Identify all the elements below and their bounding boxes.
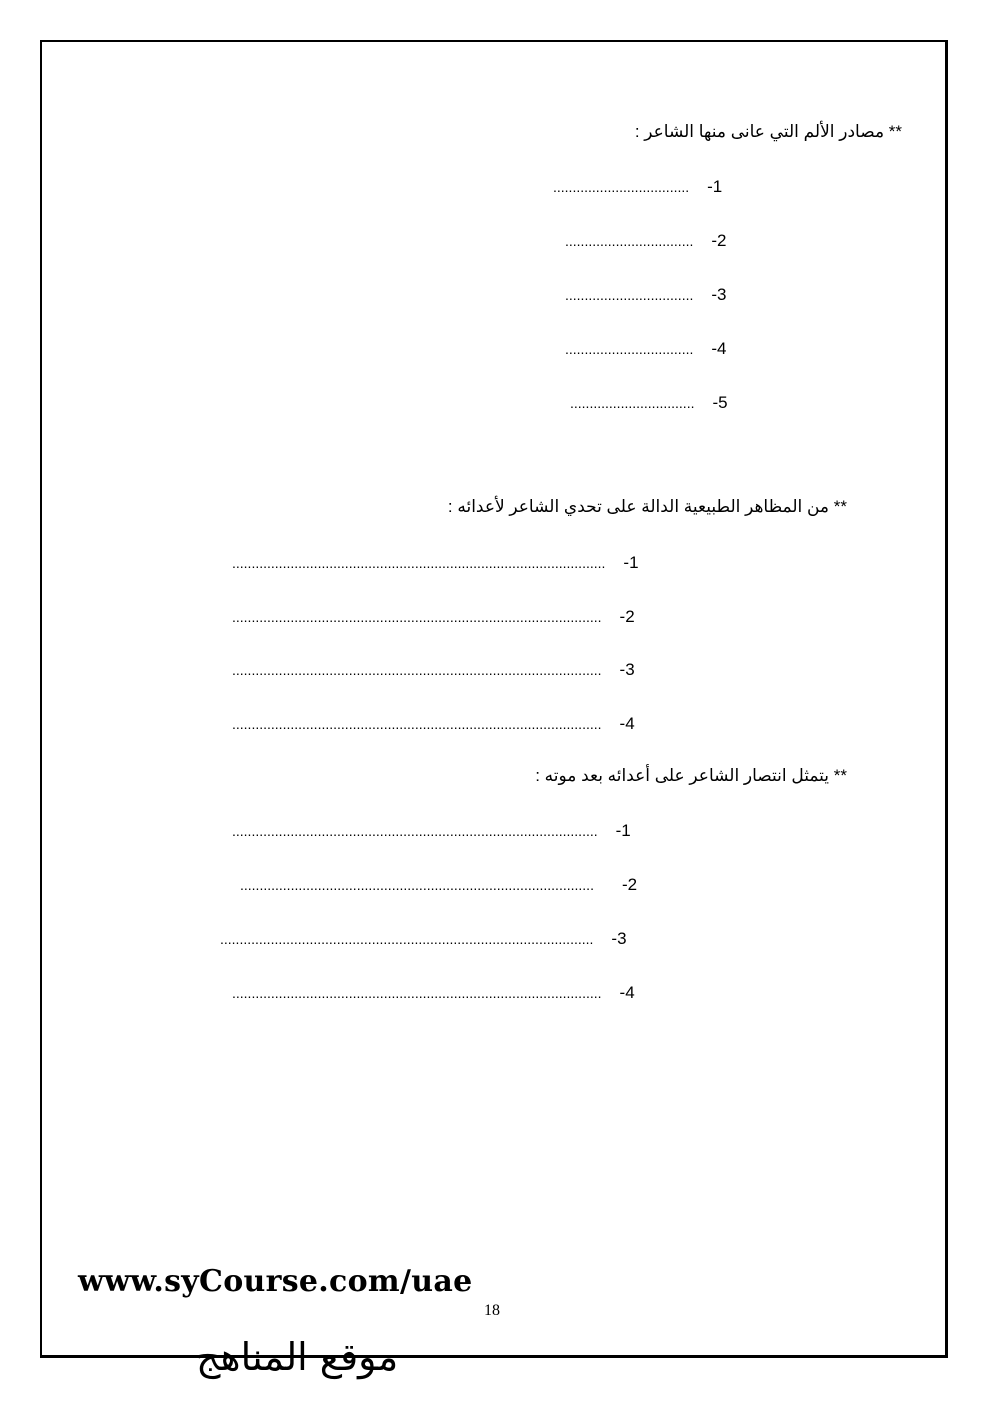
section-1-item-4 [565, 339, 726, 359]
answer-blank[interactable]: ............................................................................................... [232, 716, 602, 732]
page-border [40, 40, 948, 1358]
item-number: -2 [621, 875, 638, 894]
section-3-item-1 [232, 821, 631, 841]
section-1-item-1 [553, 177, 722, 197]
item-number: -3 [611, 929, 627, 948]
section-1-heading: ** مصادر الألم التي عانى منها الشاعر : [634, 122, 902, 141]
answer-blank[interactable]: ............................................................................................... [232, 609, 602, 625]
section-3-item-2 [240, 875, 637, 895]
section-2-item-3 [232, 660, 635, 680]
item-number: -3 [711, 285, 727, 304]
answer-blank[interactable]: ................................. [565, 341, 694, 357]
section-2-item-4 [232, 714, 635, 734]
footer-url[interactable]: www.syCourse.com/uae [78, 1264, 473, 1299]
item-number: -5 [712, 393, 728, 412]
item-number: -1 [707, 177, 723, 196]
section-3-item-4 [232, 983, 635, 1003]
item-number: -1 [615, 821, 631, 840]
answer-blank[interactable]: ................................... [553, 179, 690, 195]
answer-blank[interactable]: ................................. [565, 233, 694, 249]
answer-blank[interactable]: ................................. [565, 287, 694, 303]
item-number: -4 [619, 714, 635, 733]
item-number: -3 [619, 660, 635, 679]
section-1-item-2 [565, 231, 726, 251]
item-number: -1 [623, 553, 639, 572]
section-2-item-1 [232, 553, 639, 573]
item-number: -4 [711, 339, 727, 358]
item-number: -2 [711, 231, 727, 250]
section-3-item-3 [220, 929, 627, 949]
section-1-item-3 [565, 285, 726, 305]
site-name-logo: موقع المناهج [196, 1335, 399, 1379]
section-2-item-2 [232, 607, 635, 627]
answer-blank[interactable]: ................................................................................................ [220, 931, 594, 947]
answer-blank[interactable]: ............................................................................................... [232, 662, 602, 678]
item-number: -4 [619, 983, 635, 1002]
answer-blank[interactable]: ................................ [570, 395, 695, 411]
section-3-heading: ** يتمثل انتصار الشاعر على أعدائه بعد موته : [535, 766, 847, 785]
section-2-heading: ** من المظاهر الطبيعية الدالة على تحدي الشاعر لأعدائه : [447, 497, 847, 516]
answer-blank[interactable]: ........................................................................................... [240, 877, 594, 893]
answer-blank[interactable]: ............................................................................................... [232, 985, 602, 1001]
page-number: 18 [484, 1302, 500, 1319]
section-1-item-5 [570, 393, 728, 413]
answer-blank[interactable]: ................................................................................................ [232, 555, 606, 571]
item-number: -2 [619, 607, 635, 626]
answer-blank[interactable]: .............................................................................................. [232, 823, 598, 839]
